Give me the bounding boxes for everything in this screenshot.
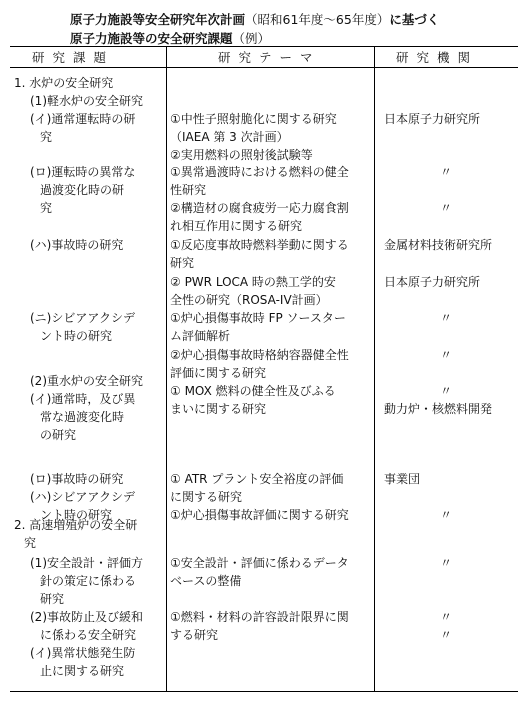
research-theme-line: 性研究 xyxy=(170,183,207,197)
title-line-1 xyxy=(70,10,439,29)
research-theme-line: ②実用燃料の照射後試験等 xyxy=(170,148,313,162)
research-subject-line: (1)軽水炉の安全研究 xyxy=(30,94,143,108)
ditto-mark: 〃 xyxy=(440,610,453,624)
research-theme-line: ①中性子照射脆化に関する研究 xyxy=(170,112,337,126)
research-theme-line: （IAEA 第 3 次計画） xyxy=(170,130,289,144)
research-subject-line: 研究 xyxy=(40,592,65,606)
ditto-mark: 〃 xyxy=(440,311,453,325)
research-subject-line: (2)事故防止及び緩和 xyxy=(30,610,143,624)
research-subject-line: 常な過渡変化時 xyxy=(40,410,125,424)
research-subject-line: (ロ)事故時の研究 xyxy=(30,472,124,486)
research-theme-line: 研究 xyxy=(170,256,195,270)
ditto-mark: 〃 xyxy=(440,201,453,215)
title-line-2-main: 原子力施設等の安全研究課題 xyxy=(70,31,233,46)
research-institution: 日本原子力研究所 xyxy=(384,112,481,126)
research-institution: 日本原子力研究所 xyxy=(384,275,481,289)
research-institution: 金属材料技術研究所 xyxy=(384,238,493,252)
research-institution: 事業団 xyxy=(384,472,421,486)
research-theme-line: 全性の研究（ROSA-IV計画） xyxy=(170,293,328,307)
research-theme-line: 評価に関する研究 xyxy=(170,366,267,380)
research-theme-line: ①炉心損傷事故時 FP ソースター xyxy=(170,311,346,325)
research-subject-line: (ロ)運転時の異常な xyxy=(30,165,136,179)
research-theme-line: まいに関する研究 xyxy=(170,402,267,416)
research-subject-line: ント時の研究 xyxy=(40,508,113,522)
research-theme-line: ①安全設計・評価に係わるデータ xyxy=(170,556,349,570)
research-theme-line: ム評価解析 xyxy=(170,329,231,343)
research-subject-line: (イ)通常時，及び異 xyxy=(30,392,136,406)
research-subject-line: 止に関する研究 xyxy=(40,664,125,678)
research-table xyxy=(10,46,518,692)
research-subject-line: 1. 水炉の安全研究 xyxy=(14,76,114,90)
research-subject-line: (2)重水炉の安全研究 xyxy=(30,374,143,388)
ditto-mark: 〃 xyxy=(440,628,453,642)
research-theme-line: ① MOX 燃料の健全性及びふる xyxy=(170,384,336,398)
research-institution: 動力炉・核燃料開発 xyxy=(384,402,493,416)
ditto-mark: 〃 xyxy=(440,384,453,398)
research-subject-line: 2. 高速増殖炉の安全研 xyxy=(14,518,138,532)
ditto-mark: 〃 xyxy=(440,348,453,362)
research-subject-line: (ニ)シビアアクシデ xyxy=(30,311,136,325)
research-subject-line: 針の策定に係わる xyxy=(40,574,137,588)
title-line-2-paren: （例） xyxy=(232,31,271,46)
research-subject-line: の研究 xyxy=(40,428,77,442)
research-theme-line: ②構造材の腐食疲労一応力腐食割 xyxy=(170,201,349,215)
research-subject-line: (1)安全設計・評価方 xyxy=(30,556,143,570)
research-theme-line: ①反応度事故時燃料挙動に関する xyxy=(170,238,349,252)
research-theme-line: に関する研究 xyxy=(170,490,243,504)
title-line-1-main: 原子力施設等安全研究年次計画 xyxy=(70,12,246,27)
research-subject-line: (イ)異常状態発生防 xyxy=(30,646,136,660)
research-subject-line: に係わる安全研究 xyxy=(40,628,137,642)
header-research-institution: 研究機関 xyxy=(396,50,479,65)
research-theme-line: ①異常過渡時における燃料の健全 xyxy=(170,165,349,179)
research-subject-line: (イ)通常運転時の研 xyxy=(30,112,136,126)
research-subject-line: (ハ)事故時の研究 xyxy=(30,238,124,252)
column-divider xyxy=(374,47,375,691)
header-divider xyxy=(10,67,518,68)
column-divider xyxy=(166,47,167,691)
ditto-mark: 〃 xyxy=(440,508,453,522)
title-line-1-paren: （昭和61年度～65年度） xyxy=(245,12,390,27)
title-line-1-end: に基づく xyxy=(389,12,440,27)
research-theme-line: ① ATR プラント安全裕度の評価 xyxy=(170,472,344,486)
research-theme-line: ①燃料・材料の許容設計限界に関 xyxy=(170,610,349,624)
research-subject-line: 究 xyxy=(40,130,53,144)
research-subject-line: 究 xyxy=(40,201,53,215)
ditto-mark: 〃 xyxy=(440,556,453,570)
header-research-subject: 研究課題 xyxy=(32,50,115,65)
document-title xyxy=(70,10,439,48)
research-theme-line: する研究 xyxy=(170,628,219,642)
research-theme-line: ② PWR LOCA 時の熱工学的安 xyxy=(170,275,336,289)
research-theme-line: ベースの整備 xyxy=(170,574,242,588)
research-subject-line: 過渡変化時の研 xyxy=(40,183,125,197)
header-research-theme: 研究テーマ xyxy=(218,50,321,65)
research-theme-line: ②炉心損傷事故時格納容器健全性 xyxy=(170,348,349,362)
research-subject-line: (ハ)シビアアクシデ xyxy=(30,490,136,504)
ditto-mark: 〃 xyxy=(440,165,453,179)
research-subject-line: ント時の研究 xyxy=(40,329,113,343)
research-theme-line: れ相互作用に関する研究 xyxy=(170,219,303,233)
research-theme-line: ①炉心損傷事故評価に関する研究 xyxy=(170,508,349,522)
research-subject-line: 究 xyxy=(24,536,37,550)
